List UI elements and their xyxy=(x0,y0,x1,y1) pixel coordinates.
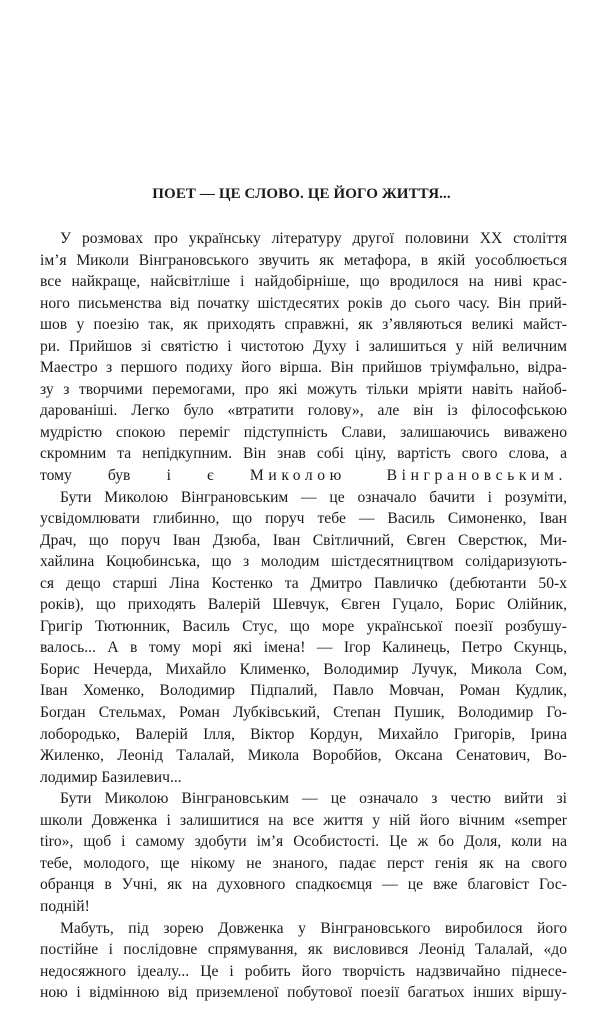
text-line: tiro», щоб і самому здобути ім’я Особистості. Це ж бо Доля, коли на xyxy=(40,833,567,851)
text-line: скромним та непідкупним. Він знав собі ціну, вартість свого слова, а xyxy=(40,445,567,463)
text-fragment: тому був і є xyxy=(40,467,250,485)
text-line: Бути Миколою Вінграновським — це означало з честю вийти зі xyxy=(60,790,567,808)
text-line: Борис Нечерда, Михайло Клименко, Володимир Лучук, Микола Сом, xyxy=(40,660,567,678)
text-line: зу з творчими перемогами, про які можуть тільки мріяти навіть найоб- xyxy=(40,380,567,398)
text-line: школи Довженка і залишитися на все життя у ній його вічним «semper xyxy=(40,811,567,829)
text-line: Богдан Стельмах, Роман Лубківський, Степан Пушик, Володимир Го- xyxy=(40,704,567,722)
text-line: усвідомлювати глибинно, що поруч тебе — Василь Симоненко, Іван xyxy=(40,510,567,528)
text-line: все найкраще, найсвітліше і найдобірніше, що вродилося на ниві крас- xyxy=(40,273,567,291)
text-line: Григір Тютюнник, Василь Стус, що море української поезії розбушу- xyxy=(40,617,567,635)
text-line: валось... А в тому морі які імена! — Ігор Калинець, Петро Скунць, xyxy=(40,639,567,657)
text-line: ся дещо старші Ліна Костенко та Дмитро Павличко (дебютанти 50-х xyxy=(40,574,567,592)
text-line: Бути Миколою Вінграновським — це означало бачити і розуміти, xyxy=(60,488,567,506)
text-line: тебе, молодого, ще нікому не знаного, падає перст генія як на свого xyxy=(40,854,567,872)
text-line: хайлина Коцюбинська, що з молодим шістдесятництвом солідаризують- xyxy=(40,553,567,571)
text-line: Іван Хоменко, Володимир Підпалий, Павло Мовчан, Роман Кудлик, xyxy=(40,682,567,700)
text-line: шов у поезію так, як приходять справжні, як з’являються великі майст- xyxy=(40,316,567,334)
text-line xyxy=(40,465,567,487)
text-line: Драч, що поруч Іван Дзюба, Іван Світличний, Євген Сверстюк, Ми- xyxy=(40,531,567,549)
text-line: Маестро з першого подиху його вірша. Він прийшов тріумфально, відра- xyxy=(40,359,567,377)
text-line: дарованіші. Легко було «втратити голову», але він із філософською xyxy=(40,402,567,420)
text-line: мудрістю спокою переміг підступність Слави, залишаючись виважено xyxy=(40,423,567,441)
text-line: недосяжного ідеалу... Це і робить його творчість надзвичайно піднесе- xyxy=(40,962,567,980)
text-line: подній! xyxy=(40,897,90,915)
text-line: ного письменства від початку шістдесятих років до сього часу. Він прий- xyxy=(40,294,567,312)
text-line: Мабуть, під зорею Довженка у Вінграновського виробилося його xyxy=(60,919,567,937)
text-line: Жиленко, Леонід Талалай, Микола Воробйов, Оксана Сенатович, Во- xyxy=(40,747,567,765)
text-line: ім’я Миколи Вінграновського звучить як метафора, в якій уособлюється xyxy=(40,251,567,269)
text-line: постійне і послідовне спрямування, як висловився Леонід Талалай, «до xyxy=(40,941,567,959)
text-line: лодимир Базилевич... xyxy=(40,768,182,786)
body-text xyxy=(40,228,567,1004)
text-line: років), що приходять Валерій Шевчук, Євген Гуцало, Борис Олійник, xyxy=(40,596,567,614)
text-line: лобородько, Валерій Ілля, Віктор Кордун, Михайло Григорів, Ірина xyxy=(40,725,567,743)
emphasized-name: Миколою Вінграновським. xyxy=(249,467,567,485)
text-line: ри. Прийшов зі святістю і чистотою Духу і залишиться у ній величним xyxy=(40,337,567,355)
text-line: обранця в Учні, як на духовного спадкоємця — це вже благовіст Гос- xyxy=(40,876,567,894)
page-title: ПОЕТ — ЦЕ СЛОВО. ЦЕ ЙОГО ЖИТТЯ... xyxy=(152,186,451,202)
text-line: У розмовах про українську літературу другої половини XX століття xyxy=(60,230,567,247)
text-line: ною і відмінною від приземленої побутової поезії багатьох інших віршу- xyxy=(40,984,567,1002)
